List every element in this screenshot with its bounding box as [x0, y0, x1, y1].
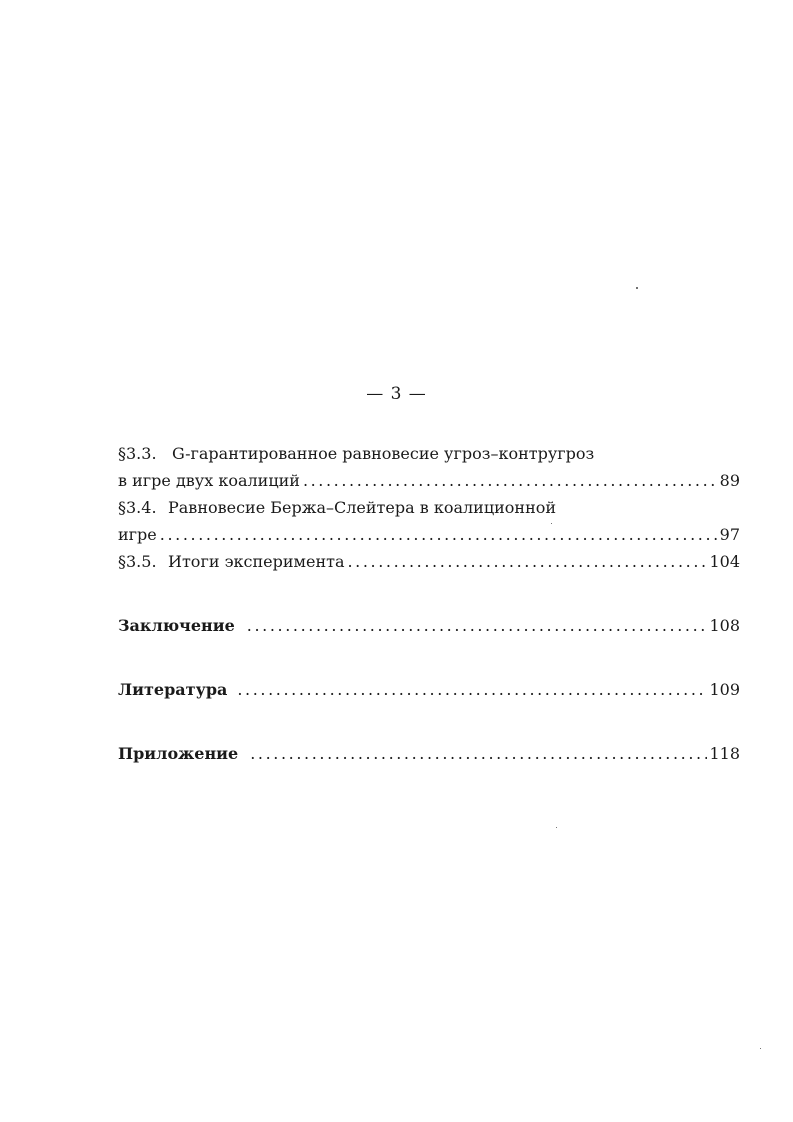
- spacer: [118, 575, 740, 612]
- toc-entry-3-3-line2[interactable]: [118, 467, 740, 494]
- toc-entry-appendix[interactable]: [118, 740, 740, 767]
- section-title-continued: игре: [118, 525, 157, 544]
- toc-entry-3-4-line1: [118, 494, 740, 521]
- spacer: [118, 639, 740, 676]
- toc-entry-3-3-line1: [118, 440, 740, 467]
- section-title: Равновесие Бержа–Слейтера в коалиционной: [168, 498, 557, 517]
- section-number: §3.4.: [118, 498, 157, 517]
- leader-dots: [348, 548, 708, 575]
- section-title: Итоги эксперимента: [168, 552, 345, 571]
- spacer: [118, 703, 740, 740]
- page-ref: 104: [709, 552, 740, 571]
- chapter-title: Литература: [118, 680, 228, 699]
- page-ref: 108: [709, 616, 740, 635]
- scan-speck: [636, 287, 638, 289]
- leader-dots: [303, 467, 718, 494]
- section-number: §3.5.: [118, 552, 157, 571]
- section-title-continued: в игре двух коалиций: [118, 471, 300, 490]
- leader-dots: [237, 676, 707, 703]
- page-ref: 118: [709, 744, 740, 763]
- toc-entry-3-5[interactable]: [118, 548, 740, 575]
- leader-dots: [160, 521, 718, 548]
- page-ref: 89: [719, 471, 740, 490]
- leader-dots: [250, 740, 707, 767]
- page-number: — 3 —: [366, 384, 427, 404]
- section-number: §3.3.: [118, 444, 157, 463]
- leader-dots: [247, 612, 708, 639]
- toc-entry-3-4-line2[interactable]: [118, 521, 740, 548]
- chapter-title: Заключение: [118, 616, 235, 635]
- table-of-contents: [118, 440, 740, 767]
- toc-entry-literature[interactable]: [118, 676, 740, 703]
- section-title: G-гарантированное равновесие угроз–контругроз: [172, 444, 595, 463]
- scan-speck: [556, 827, 557, 828]
- scan-speck: [551, 523, 552, 524]
- toc-entry-conclusion[interactable]: [118, 612, 740, 639]
- page-ref: 109: [709, 680, 740, 699]
- chapter-title: Приложение: [118, 744, 239, 763]
- scan-speck: [760, 1048, 761, 1049]
- page-ref: 97: [719, 525, 740, 544]
